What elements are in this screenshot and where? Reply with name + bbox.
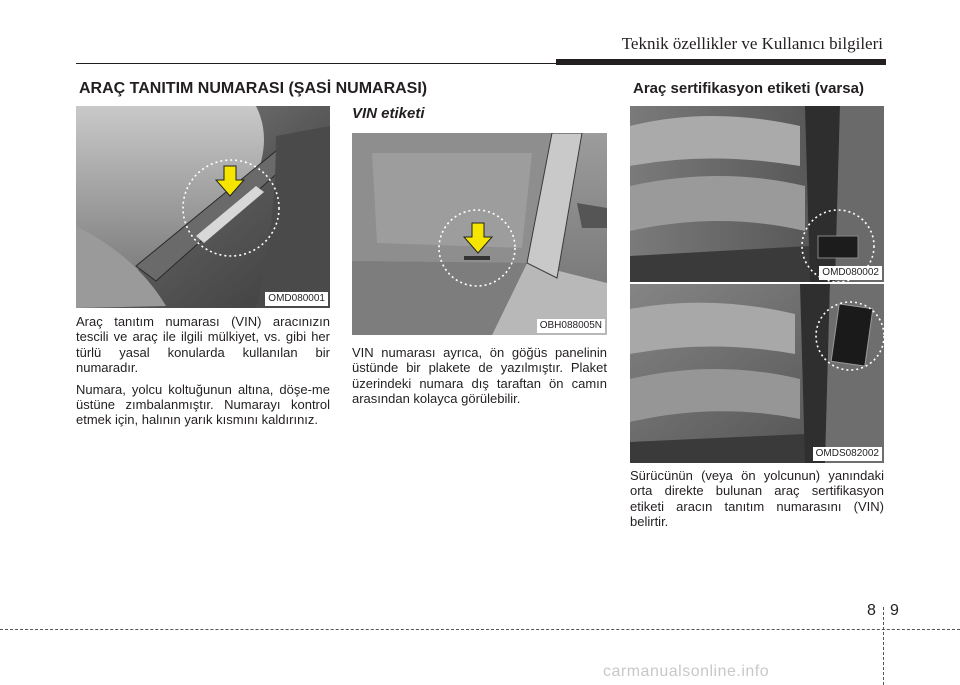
left-paragraph-2: Numara, yolcu koltuğunun altına, döşe-me üstüne zımbalanmıştır. Numarayı kontrol etmek için, halının yarık kısmını kaldırınız. bbox=[76, 381, 330, 428]
footer-page-divider bbox=[883, 607, 884, 685]
header-rule-thin bbox=[76, 63, 556, 64]
middle-body-text bbox=[352, 345, 607, 413]
photo-door-pillar-top bbox=[630, 106, 884, 282]
middle-paragraph-1: VIN numarası ayrıca, ön göğüs panelinin üstünde bir plakete de yazılmıştır. Plaket üzerindeki numara dış taraftan ön camın arasından kolayca görülebilir. bbox=[352, 345, 607, 407]
page-header-title: Teknik özellikler ve Kullanıcı bilgileri bbox=[621, 34, 883, 53]
chapter-number: 8 bbox=[867, 602, 876, 619]
photo-caption-omd080001: OMD080001 bbox=[265, 292, 328, 306]
section-title-vin-label: VIN etiketi bbox=[352, 105, 425, 122]
page-number: 9 bbox=[890, 602, 899, 619]
photo-caption-omds082002: OMDS082002 bbox=[813, 447, 882, 461]
photo-windshield bbox=[352, 133, 607, 335]
photo-caption-omd080002: OMD080002 bbox=[819, 266, 882, 280]
left-paragraph-1: Araç tanıtım numarası (VIN) aracınızın tescili ve araç ile ilgili mülkiyet, vs. gibi her türlü yasal konularda kullanılan bir numaradır. bbox=[76, 314, 330, 376]
photo-seat-floor bbox=[76, 106, 330, 308]
section-title-certification: Araç sertifikasyon etiketi (varsa) bbox=[633, 80, 864, 97]
photo-caption-obh088005n: OBH088005N bbox=[537, 319, 605, 333]
photo-door-pillar-bottom bbox=[630, 284, 884, 463]
right-paragraph-1: Sürücünün (veya ön yolcunun) yanındaki orta direkte bulunan araç sertifikasyon etiketi aracın tanıtım numarasını (VIN) belirtir. bbox=[630, 468, 884, 530]
right-body-text bbox=[630, 468, 884, 536]
footer-dashed-rule bbox=[0, 629, 960, 630]
section-title-vin: ARAÇ TANITIM NUMARASI (ŞASİ NUMARASI) bbox=[79, 80, 428, 97]
left-body-text bbox=[76, 314, 330, 434]
watermark-text: carmanualsonline.info bbox=[603, 663, 770, 680]
header-rule-thick bbox=[556, 59, 886, 65]
